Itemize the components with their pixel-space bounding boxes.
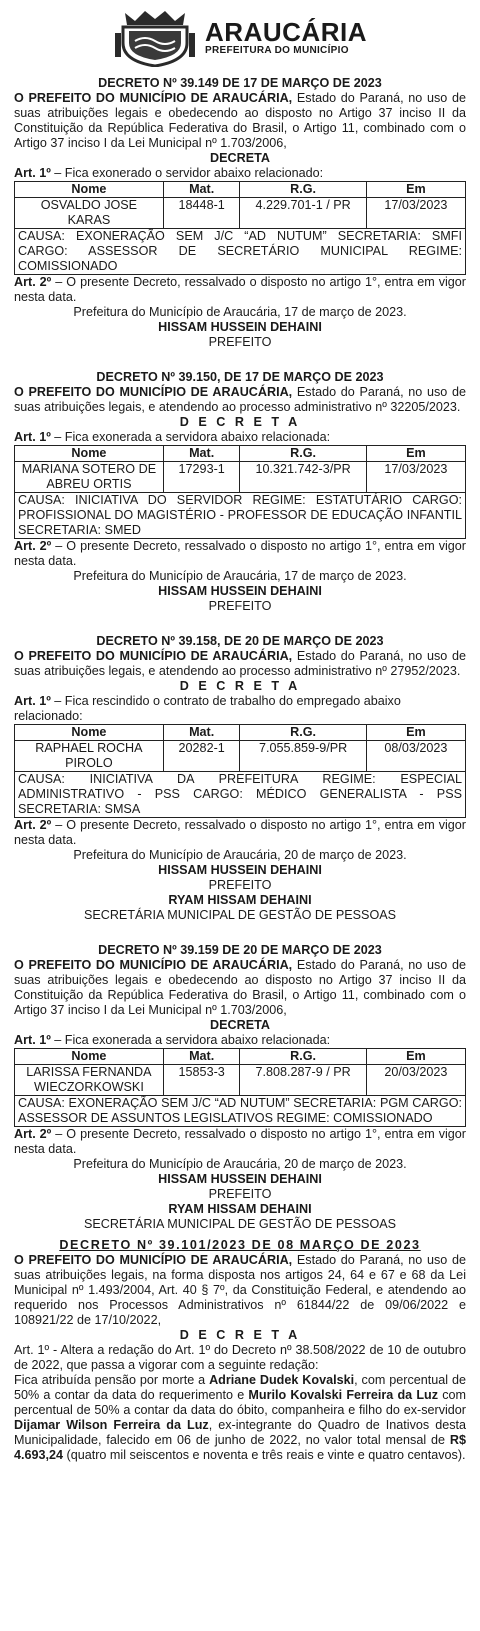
signer-role: PREFEITO bbox=[208, 878, 272, 892]
cell-rg: 4.229.701-1 / PR bbox=[240, 198, 366, 229]
servant-table bbox=[14, 724, 466, 772]
intro-bold: O PREFEITO DO MUNICÍPIO DE ARAUCÁRIA, bbox=[14, 385, 293, 399]
table-row bbox=[15, 741, 466, 772]
brand bbox=[205, 19, 367, 57]
art2 bbox=[14, 275, 466, 305]
col-header-rg: R.G. bbox=[240, 182, 366, 198]
signer2-name: RYAM HISSAM DEHAINI bbox=[168, 893, 312, 907]
col-header-mat: Mat. bbox=[163, 182, 240, 198]
art2-text: – O presente Decreto, ressalvado o disposto no artigo 1°, entra em vigor nesta data. bbox=[14, 1127, 466, 1156]
cell-mat: 17293-1 bbox=[163, 462, 240, 493]
pension-amount: R$ 4.693,24 bbox=[14, 1433, 466, 1462]
art2 bbox=[14, 539, 466, 569]
table-header-row bbox=[15, 182, 466, 198]
col-header-rg: R.G. bbox=[240, 725, 366, 741]
cell-mat: 18448-1 bbox=[163, 198, 240, 229]
art1-text: – Fica exonerada a servidora abaixo relacionada: bbox=[50, 430, 331, 444]
col-header-mat: Mat. bbox=[163, 446, 240, 462]
art1-text: – Fica exonerado o servidor abaixo relacionado: bbox=[50, 166, 324, 180]
decree-title: DECRETO Nº 39.158, DE 20 DE MARÇO DE 2023 bbox=[96, 634, 384, 648]
col-header-rg: R.G. bbox=[240, 1049, 366, 1065]
col-header-mat: Mat. bbox=[163, 1049, 240, 1065]
col-header-rg: R.G. bbox=[240, 446, 366, 462]
causa-box: CAUSA: EXONERAÇÃO SEM J/C “AD NUTUM” SECRETARIA: SMFI CARGO: ASSESSOR DE SECRETÁRIO MUNICIPAL REGIME: COMISSIONADO bbox=[14, 229, 466, 275]
signer2-role: SECRETÁRIA MUNICIPAL DE GESTÃO DE PESSOAS bbox=[83, 908, 397, 922]
art1 bbox=[14, 694, 466, 724]
decreta-heading: DECRETA bbox=[210, 1018, 270, 1032]
signer2-role: SECRETÁRIA MUNICIPAL DE GESTÃO DE PESSOAS bbox=[83, 1217, 397, 1231]
signer-role: PREFEITO bbox=[208, 335, 272, 349]
col-header-name: Nome bbox=[15, 725, 164, 741]
table-row bbox=[15, 1065, 466, 1096]
decreta-heading: DECRETA bbox=[210, 151, 270, 165]
art2-text: – O presente Decreto, ressalvado o disposto no artigo 1°, entra em vigor nesta data. bbox=[14, 818, 466, 847]
intro-bold: O PREFEITO DO MUNICÍPIO DE ARAUCÁRIA, bbox=[14, 649, 293, 663]
decreta-heading: D E C R E T A bbox=[179, 415, 301, 429]
cell-date: 08/03/2023 bbox=[366, 741, 465, 772]
decree-intro bbox=[14, 1253, 466, 1328]
header bbox=[14, 6, 466, 70]
cell-rg: 7.808.287-9 / PR bbox=[240, 1065, 366, 1096]
decree-39101 bbox=[14, 1238, 466, 1463]
place-date: Prefeitura do Município de Araucária, 20 de março de 2023. bbox=[73, 1157, 407, 1171]
art1-text: Art. 1º - Altera a redação do Art. 1º do Decreto nº 38.508/2022 de 10 de outubro de 2022, que passa a vigorar com a seguinte redação: bbox=[14, 1343, 466, 1372]
cell-name: LARISSA FERNANDA WIECZORKOWSKI bbox=[15, 1065, 164, 1096]
text-fragment: Fica atribuída pensão por morte a bbox=[14, 1373, 210, 1387]
table-row bbox=[15, 198, 466, 229]
intro-bold: O PREFEITO DO MUNICÍPIO DE ARAUCÁRIA, bbox=[14, 958, 293, 972]
cell-name: OSVALDO JOSE KARAS bbox=[15, 198, 164, 229]
decree-title: DECRETO Nº 39.159 DE 20 DE MARÇO DE 2023 bbox=[98, 943, 382, 957]
text-fragment: , com percentual de 50% a contar da data do requerimento e bbox=[14, 1373, 466, 1402]
decree-intro bbox=[14, 385, 466, 415]
art2-label: Art. 2º bbox=[14, 1127, 52, 1141]
beneficiary-name: Adriane Dudek Kovalski bbox=[209, 1373, 355, 1387]
decree-title: DECRETO Nº 39.150, DE 17 DE MARÇO DE 2023 bbox=[96, 370, 384, 384]
servant-table bbox=[14, 445, 466, 493]
intro-rest: Estado do Paraná, no uso de suas atribuições legais, e atendendo ao processo administrativo nº 27952/2023. bbox=[14, 649, 466, 678]
place-date: Prefeitura do Município de Araucária, 17 de março de 2023. bbox=[73, 305, 407, 319]
signer-name: HISSAM HUSSEIN DEHAINI bbox=[158, 320, 322, 334]
art1-label: Art. 1º bbox=[14, 694, 51, 708]
intro-bold: O PREFEITO DO MUNICÍPIO DE ARAUCÁRIA, bbox=[14, 1253, 293, 1267]
art1 bbox=[14, 1033, 466, 1048]
signer-name: HISSAM HUSSEIN DEHAINI bbox=[158, 584, 322, 598]
decree-title: DECRETO Nº 39.149 DE 17 DE MARÇO DE 2023 bbox=[98, 76, 382, 90]
decree-title: DECRETO Nº 39.101/2023 DE 08 MARÇO DE 2023 bbox=[59, 1238, 421, 1252]
cell-name: RAPHAEL ROCHA PIROLO bbox=[15, 741, 164, 772]
art2-text: – O presente Decreto, ressalvado o disposto no artigo 1°, entra em vigor nesta data. bbox=[14, 275, 466, 304]
col-header-name: Nome bbox=[15, 446, 164, 462]
table-header-row bbox=[15, 446, 466, 462]
servant-table bbox=[14, 181, 466, 229]
decree-block bbox=[14, 634, 466, 923]
former-servant-name: Dijamar Wilson Ferreira da Luz bbox=[14, 1418, 209, 1432]
cell-mat: 20282-1 bbox=[163, 741, 240, 772]
col-header-date: Em bbox=[366, 182, 465, 198]
signer-name: HISSAM HUSSEIN DEHAINI bbox=[158, 1172, 322, 1186]
art2-text: – O presente Decreto, ressalvado o disposto no artigo 1°, entra em vigor nesta data. bbox=[14, 539, 466, 568]
place-date: Prefeitura do Município de Araucária, 20 de março de 2023. bbox=[73, 848, 407, 862]
araucaria-crest-logo bbox=[113, 9, 197, 67]
decree-intro bbox=[14, 649, 466, 679]
cell-rg: 7.055.859-9/PR bbox=[240, 741, 366, 772]
place-date: Prefeitura do Município de Araucária, 17 de março de 2023. bbox=[73, 569, 407, 583]
intro-rest: Estado do Paraná, no uso de suas atribuições legais e obedecendo ao disposto no Artigo 37 inciso II da Constituição da República Federativa do Brasil, o Artigo 11, combinado com o Artigo 37 inciso I da Lei Municipal nº 1.703/2006, bbox=[14, 958, 466, 1017]
decree-body bbox=[14, 1343, 466, 1463]
art2 bbox=[14, 1127, 466, 1157]
causa-box: CAUSA: EXONERAÇÃO SEM J/C “AD NUTUM” SECRETARIA: PGM CARGO: ASSESSOR DE ASSUNTOS LEGISLATIVOS REGIME: COMISSIONADO bbox=[14, 1096, 466, 1127]
cell-date: 17/03/2023 bbox=[366, 198, 465, 229]
decree-list bbox=[14, 76, 466, 1232]
cell-date: 17/03/2023 bbox=[366, 462, 465, 493]
decree-intro bbox=[14, 91, 466, 151]
decree-block bbox=[14, 76, 466, 350]
signer-role: PREFEITO bbox=[208, 599, 272, 613]
beneficiary-name: Murilo Kovalski Ferreira da Luz bbox=[248, 1388, 439, 1402]
table-header-row bbox=[15, 1049, 466, 1065]
col-header-date: Em bbox=[366, 1049, 465, 1065]
decreta-heading: D E C R E T A bbox=[179, 679, 301, 693]
intro-rest: Estado do Paraná, no uso de suas atribuições legais e obedecendo ao disposto no Artigo 37 inciso II da Constituição da República Federativa do Brasil, o Artigo 11, combinado com o Artigo 37 inciso I da Lei Municipal nº 1.703/2006, bbox=[14, 91, 466, 150]
servant-table bbox=[14, 1048, 466, 1096]
art1-label: Art. 1º bbox=[14, 166, 51, 180]
col-header-name: Nome bbox=[15, 1049, 164, 1065]
decreta-heading: D E C R E T A bbox=[179, 1328, 301, 1342]
art1 bbox=[14, 166, 466, 181]
col-header-name: Nome bbox=[15, 182, 164, 198]
intro-bold: O PREFEITO DO MUNICÍPIO DE ARAUCÁRIA, bbox=[14, 91, 293, 105]
table-header-row bbox=[15, 725, 466, 741]
causa-box: CAUSA: INICIATIVA DA PREFEITURA REGIME: ESPECIAL ADMINISTRATIVO - PSS CARGO: MÉDICO GENERALISTA - PSS SECRETARIA: SMSA bbox=[14, 772, 466, 818]
col-header-date: Em bbox=[366, 446, 465, 462]
text-fragment: , ex-integrante do Quadro de Inativos desta Municipalidade, falecido em 06 de junho de 2022, no valor total mensal de bbox=[14, 1418, 467, 1447]
brand-subtitle: PREFEITURA DO MUNICÍPIO bbox=[205, 45, 349, 56]
art1-label: Art. 1º bbox=[14, 1033, 51, 1047]
signer-name: HISSAM HUSSEIN DEHAINI bbox=[158, 863, 322, 877]
causa-box: CAUSA: INICIATIVA DO SERVIDOR REGIME: ESTATUTÁRIO CARGO: PROFISSIONAL DO MAGISTÉRIO - PROFESSOR DE EDUCAÇÃO INFANTIL SECRETARIA: SMED bbox=[14, 493, 466, 539]
cell-rg: 10.321.742-3/PR bbox=[240, 462, 366, 493]
intro-rest: Estado do Paraná, no uso de suas atribuições legais, na forma disposta nos artigos 24, 64 e 67 e 68 da Lei Municipal nº 1.493/2004, Art. 40 § 7º, da Constituição Federal, e atendendo ao requerido nos Processos Administrativos nº 61844/22 de 09/06/2022 e 108921/22 de 17/10/2022, bbox=[14, 1253, 466, 1327]
cell-date: 20/03/2023 bbox=[366, 1065, 465, 1096]
signer-role: PREFEITO bbox=[208, 1187, 272, 1201]
decree-block bbox=[14, 943, 466, 1232]
col-header-mat: Mat. bbox=[163, 725, 240, 741]
pension-paragraph bbox=[14, 1373, 466, 1463]
art2-label: Art. 2º bbox=[14, 539, 52, 553]
art2 bbox=[14, 818, 466, 848]
table-row bbox=[15, 462, 466, 493]
art1 bbox=[14, 430, 466, 445]
art2-label: Art. 2º bbox=[14, 818, 52, 832]
art1-label: Art. 1º bbox=[14, 430, 51, 444]
art1-text: – Fica exonerada a servidora abaixo relacionada: bbox=[50, 1033, 331, 1047]
col-header-date: Em bbox=[366, 725, 465, 741]
cell-mat: 15853-3 bbox=[163, 1065, 240, 1096]
decree-intro bbox=[14, 958, 466, 1018]
signer2-name: RYAM HISSAM DEHAINI bbox=[168, 1202, 312, 1216]
art1-text: – Fica rescindido o contrato de trabalho do empregado abaixo relacionado: bbox=[14, 694, 401, 723]
cell-name: MARIANA SOTERO DE ABREU ORTIS bbox=[15, 462, 164, 493]
intro-rest: Estado do Paraná, no uso de suas atribuições legais, e atendendo ao processo administrativo nº 32205/2023. bbox=[14, 385, 466, 414]
art2-label: Art. 2º bbox=[14, 275, 52, 289]
decree-block bbox=[14, 370, 466, 614]
text-fragment: (quatro mil seiscentos e noventa e três reais e vinte e quatro centavos). bbox=[63, 1448, 466, 1462]
text-fragment: com percentual de 50% a contar da data do óbito, companheira e filho do ex-servidor bbox=[14, 1388, 467, 1417]
brand-title: ARAUCÁRIA bbox=[205, 17, 367, 47]
